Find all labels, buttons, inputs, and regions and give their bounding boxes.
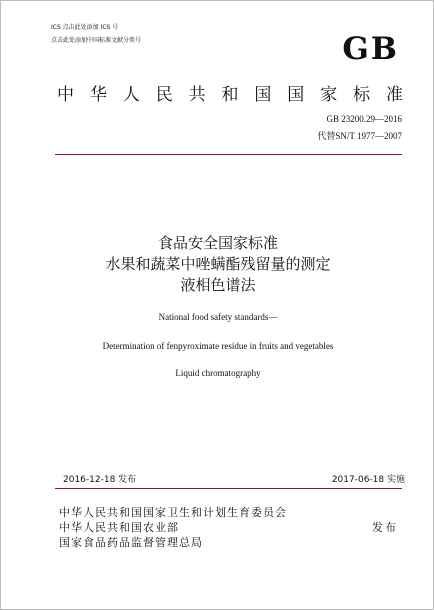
issuing-authority: 中华人民共和国国家卫生和计划生育委员会 — [59, 506, 287, 519]
national-standard-title: 中华人民共和国国家标准 — [57, 85, 403, 105]
ics-number-placeholder: ICS 点击此处添加 ICS 号 — [51, 24, 119, 31]
gb-logo: GB — [342, 31, 399, 67]
issue-date: 2016-12-18 发布 — [63, 475, 137, 485]
classification-number-placeholder: 点击此处添加中国标准文献分类号 — [51, 37, 142, 44]
replaces-standard: 代替SN/T 1977—2007 — [317, 131, 402, 141]
publish-label: 发布 — [372, 521, 398, 534]
issuing-authority: 中华人民共和国农业部 — [59, 521, 179, 534]
english-title-line: Determination of fenpyroximate residue in fruits and vegetables — [102, 341, 334, 351]
english-title-line: Liquid chromatography — [175, 368, 261, 378]
document-title-line: 水果和蔬菜中唑螨酯残留量的测定 — [105, 255, 331, 273]
header-divider — [55, 154, 402, 155]
document-title-line: 食品安全国家标准 — [157, 234, 278, 252]
english-title-line: National food safety standards— — [158, 312, 278, 322]
issuing-authority: 国家食品药品监督管理总局 — [59, 536, 203, 549]
implementation-date: 2017-06-18 实施 — [331, 475, 405, 485]
document-title-line: 液相色谱法 — [180, 276, 256, 294]
standard-number: GB 23200.29—2016 — [326, 114, 402, 124]
footer-divider — [55, 488, 402, 489]
